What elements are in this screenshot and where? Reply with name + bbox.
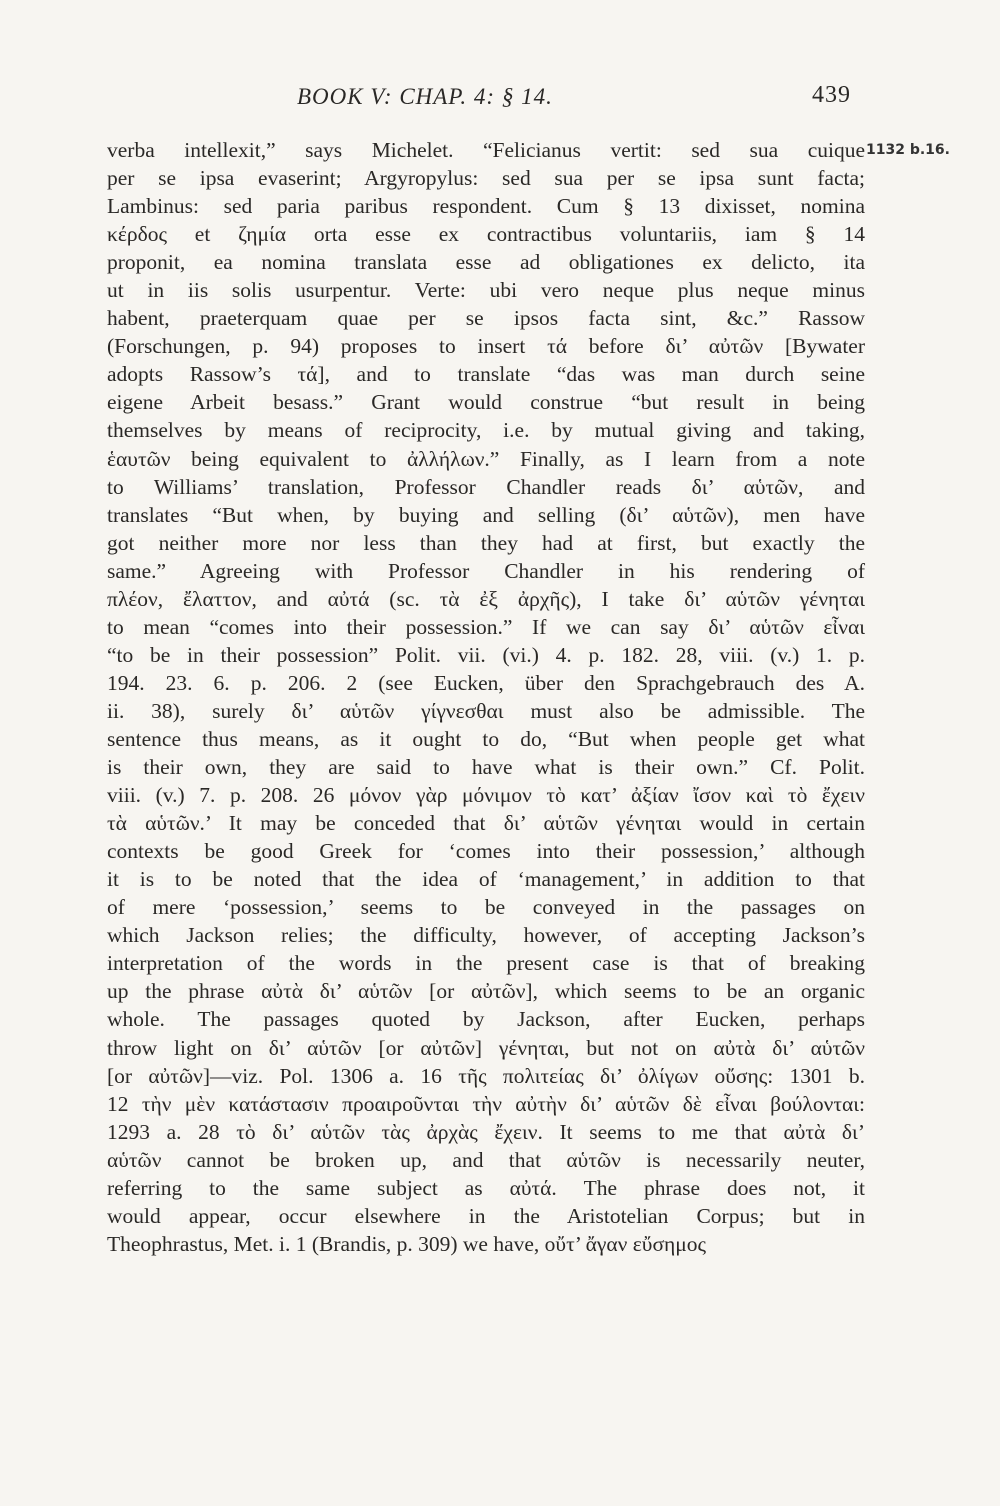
text-line: interpretation of the words in the present case is that of breaking [107,951,865,976]
text-line: habent, praeterquam quae per se ipsos facta sint, &c.” Rassow [107,306,865,331]
text-line: got neither more nor less than they had at first, but exactly the [107,530,865,555]
text-line: proponit, ea nomina translata esse ad obligationes ex delicto, ita [107,250,865,275]
text-line: of mere ‘possession,’ seems to be conveyed in the passages on [107,895,865,920]
text-line: κέρδος et ζημία orta esse ex contractibus voluntariis, iam § 14 [107,222,865,247]
text-line: 194. 23. 6. p. 206. 2 (see Eucken, über den Sprachgebrauch des A. [107,670,865,695]
text-line: themselves by means of reciprocity, i.e. by mutual giving and taking, [107,418,865,443]
text-line: same.” Agreeing with Professor Chandler in his rendering of [107,558,865,583]
text-line: eigene Arbeit besass.” Grant would construe “but result in being [107,390,865,415]
text-line: 12 τὴν μὲν κατάστασιν προαιροῦνται τὴν αὐτὴν δι’ αὑτῶν δὲ εἶναι βούλονται: [107,1091,865,1116]
page-number: 439 [812,82,851,108]
text-line: 1293 a. 28 τὸ δι’ αὑτῶν τὰς ἀρχὰς ἔχειν. It seems to me that αὐτὰ δι’ [107,1119,865,1144]
text-line: contexts be good Greek for ‘comes into their possession,’ although [107,839,865,864]
text-line: Lambinus: sed paria paribus respondent. Cum § 13 dixisset, nomina [107,194,865,219]
text-line: referring to the same subject as αὐτά. The phrase does not, it [107,1175,865,1200]
text-line: sentence thus means, as it ought to do, “But when people get what [107,726,865,751]
text-line: τὰ αὑτῶν.’ It may be conceded that δι’ αὑτῶν γένηται would in certain [107,811,865,836]
text-line: viii. (v.) 7. p. 208. 26 μόνον γὰρ μόνιμον τὸ κατ’ ἀξίαν ἴσον καὶ τὸ ἔχειν [107,783,865,808]
text-line: per se ipsa evaserint; Argyropylus: sed sua per se ipsa sunt facta; [107,166,865,191]
text-line: whole. The passages quoted by Jackson, after Eucken, perhaps [107,1007,865,1032]
text-line: (Forschungen, p. 94) proposes to insert τά before δι’ αὐτῶν [Bywater [107,334,865,359]
text-line: ut in iis solis usurpentur. Verte: ubi vero neque plus neque minus [107,278,865,303]
text-line: to Williams’ translation, Professor Chandler reads δι’ αὑτῶν, and [107,474,865,499]
text-line: ii. 38), surely δι’ αὑτῶν γίγνεσθαι must also be admissible. The [107,698,865,723]
text-line: to mean “comes into their possession.” If we can say δι’ αὑτῶν εἶναι [107,614,865,639]
text-line: up the phrase αὐτὰ δι’ αὑτῶν [or αὐτῶν], which seems to be an organic [107,979,865,1004]
text-line: verba intellexit,” says Michelet. “Felicianus vertit: sed sua cuique [107,138,865,162]
text-line: πλέον, ἔλαττον, and αὐτά (sc. τὰ ἐξ ἀρχῆς), I take δι’ αὑτῶν γένηται [107,586,865,611]
text-line: [or αὐτῶν]—viz. Pol. 1306 a. 16 τῆς πολιτείας δι’ ὀλίγων οὔσης: 1301 b. [107,1063,865,1088]
text-line: is their own, they are said to have what is their own.” Cf. Polit. [107,755,865,780]
running-head [0,80,1000,120]
running-head-title: BOOK V: CHAP. 4: § 14. [297,84,553,109]
text-line: “to be in their possession” Polit. vii. (vi.) 4. p. 182. 28, viii. (v.) 1. p. [107,642,865,667]
text-line: throw light on δι’ αὑτῶν [or αὐτῶν] γένηται, but not on αὐτὰ δι’ αὑτῶν [107,1035,865,1060]
text-line: adopts Rassow’s τά], and to translate “das was man durch seine [107,362,865,387]
text-line: would appear, occur elsewhere in the Aristotelian Corpus; but in [107,1203,865,1228]
text-line: which Jackson relies; the difficulty, however, of accepting Jackson’s [107,923,865,948]
text-line: αὑτῶν cannot be broken up, and that αὑτῶν is necessarily neuter, [107,1147,865,1172]
text-line: Theophrastus, Met. i. 1 (Brandis, p. 309) we have, οὔτ’ ἄγαν εὔσημος [107,1231,707,1256]
text-line: it is to be noted that the idea of ‘management,’ in addition to that [107,867,865,892]
text-line: ἑαυτῶν being equivalent to ἀλλήλων.” Finally, as I learn from a note [107,446,865,471]
commentary-text [107,136,865,1258]
text-line: translates “But when, by buying and selling (δι’ αὑτῶν), men have [107,502,865,527]
margin-reference: 1132 b.16. [866,142,950,158]
